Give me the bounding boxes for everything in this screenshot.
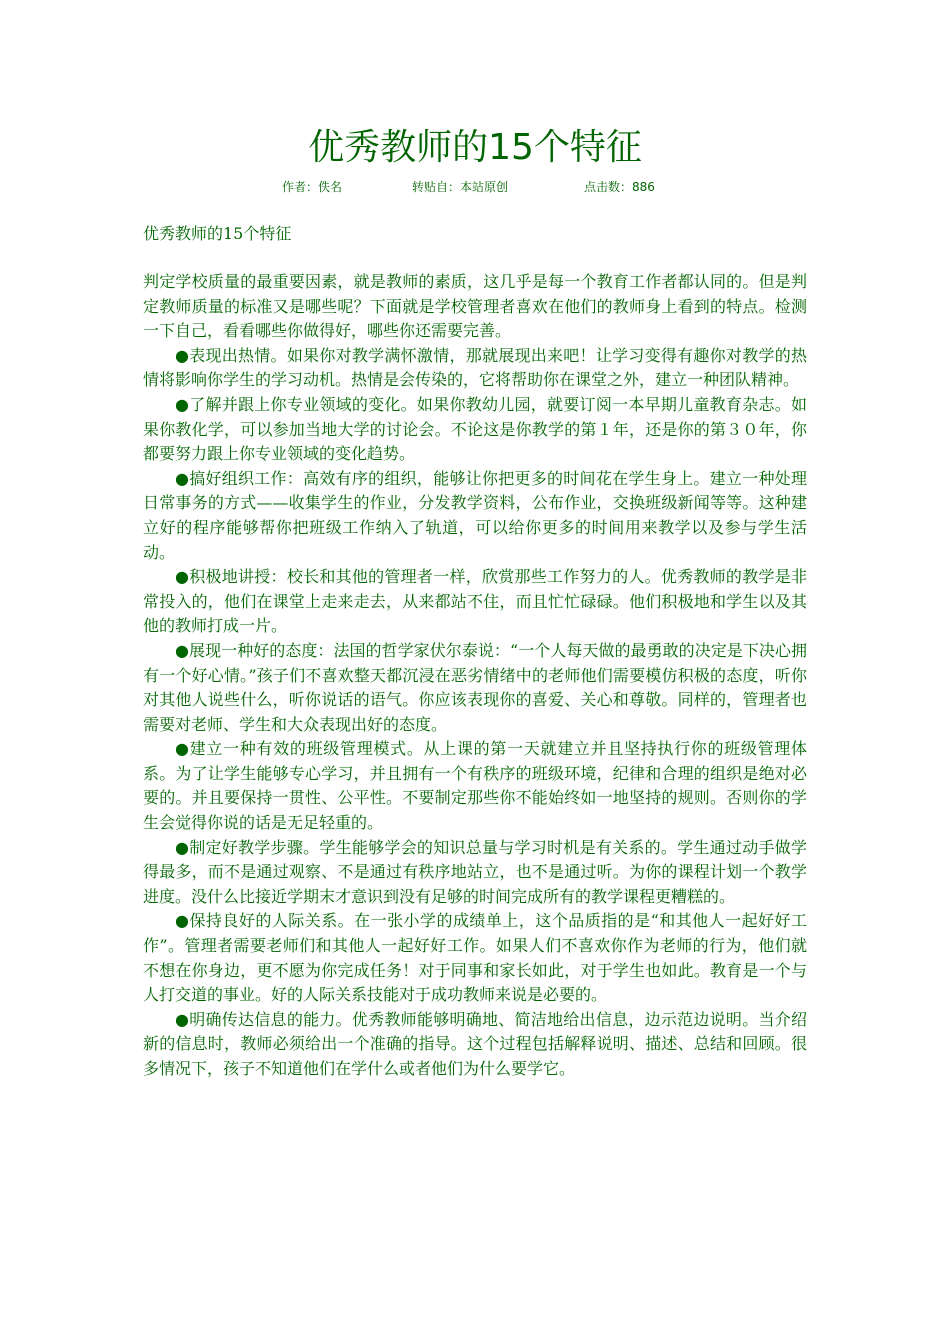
author-label: 作者：佚名	[282, 180, 343, 194]
article-meta	[0, 178, 950, 196]
list-item	[143, 344, 807, 393]
bullet-icon: ●	[175, 837, 190, 857]
bullet-icon: ●	[175, 567, 190, 587]
item-text: 表现出热情。如果你对教学满怀激情，那就展现出来吧！让学习变得有趣你对教学的热情将影响你学生的学习动机。热情是会传染的，它将帮助你在课堂之外，建立一种团队精神。	[143, 345, 807, 390]
list-item	[143, 836, 807, 910]
list-item	[143, 1008, 807, 1082]
intro-paragraph: 判定学校质量的最重要因素，就是教师的素质，这几乎是每一个教育工作者都认同的。但是判定教师质量的标准又是哪些呢？下面就是学校管理者喜欢在他们的教师身上看到的特点。检测一下自己，看看哪些你做得好，哪些你还需要完善。	[143, 272, 807, 341]
list-item	[143, 639, 807, 737]
bullet-icon: ●	[175, 640, 190, 660]
bullet-icon: ●	[175, 739, 190, 759]
item-text: 了解并跟上你专业领域的变化。如果你教幼儿园，就要订阅一本早期儿童教育杂志。如果你教化学，可以参加当地大学的讨论会。不论这是你教学的第１年，还是你的第３０年，你都要努力跟上你专业领域的变化趋势。	[143, 394, 807, 464]
bullet-icon: ●	[175, 345, 190, 365]
bullet-icon: ●	[175, 468, 190, 488]
list-item	[143, 737, 807, 835]
article-title: 优秀教师的15个特征	[308, 127, 642, 168]
item-text: 搞好组织工作：高效有序的组织，能够让你把更多的时间花在学生身上。建立一种处理日常事务的方式——收集学生的作业，分发教学资料，公布作业，交换班级新闻等等。这种建立好的程序能够帮你把班级工作纳入了轨道，可以给你更多的时间用来教学以及参与学生活动。	[143, 468, 807, 562]
item-text: 制定好教学步骤。学生能够学会的知识总量与学习时机是有关系的。学生通过动手做学得最多，而不是通过观察、不是通过有秩序地站立，也不是通过听。为你的课程计划一个教学进度。没什么比接近学期末才意识到没有足够的时间完成所有的教学课程更糟糕的。	[143, 837, 807, 906]
list-item	[143, 565, 807, 639]
article-subtitle: 优秀教师的15个特征	[143, 224, 292, 243]
bullet-icon: ●	[175, 394, 190, 414]
article-body	[143, 270, 807, 1082]
item-text: 明确传达信息的能力。优秀教师能够明确地、简洁地给出信息，边示范边说明。当介绍新的信息时，教师必须给出一个准确的指导。这个过程包括解释说明、描述、总结和回顾。很多情况下，孩子不知道他们在学什么或者他们为什么要学它。	[143, 1009, 807, 1078]
list-item	[143, 467, 807, 565]
item-text: 积极地讲授：校长和其他的管理者一样，欣赏那些工作努力的人。优秀教师的教学是非常投入的，他们在课堂上走来走去，从来都站不住，而且忙忙碌碌。他们积极地和学生以及其他的教师打成一片。	[143, 567, 807, 636]
item-text: 展现一种好的态度：法国的哲学家伏尔泰说：“一个人每天做的最勇敢的决定是下决心拥有一个好心情。”孩子们不喜欢整天都沉浸在恶劣情绪中的老师他们需要模仿积极的态度，听你对其他人说些什么，听你说话的语气。你应该表现你的喜爱、关心和尊敬。同样的，管理者也需要对老师、学生和大众表现出好的态度。	[143, 640, 807, 734]
click-count-label: 点击数：886	[584, 180, 655, 194]
list-item	[143, 909, 807, 1007]
list-item	[143, 393, 807, 467]
item-text: 建立一种有效的班级管理模式。从上课的第一天就建立并且坚持执行你的班级管理体系。为了让学生能够专心学习，并且拥有一个有秩序的班级环境，纪律和合理的组织是绝对必要的。并且要保持一贯性、公平性。不要制定那些你不能始终如一地坚持的规则。否则你的学生会觉得你说的话是无足轻重的。	[143, 739, 807, 833]
item-text: 保持良好的人际关系。在一张小学的成绩单上，这个品质指的是“和其他人一起好好工作”。管理者需要老师们和其他人一起好好工作。如果人们不喜欢你作为老师的行为，他们就不想在你身边，更不愿为你完成任务！对于同事和家长如此，对于学生也如此。教育是一个与人打交道的事业。好的人际关系技能对于成功教师来说是必要的。	[143, 911, 807, 1005]
bullet-icon: ●	[175, 911, 190, 931]
source-label: 转贴自：本站原创	[412, 180, 509, 194]
bullet-icon: ●	[175, 1009, 190, 1029]
